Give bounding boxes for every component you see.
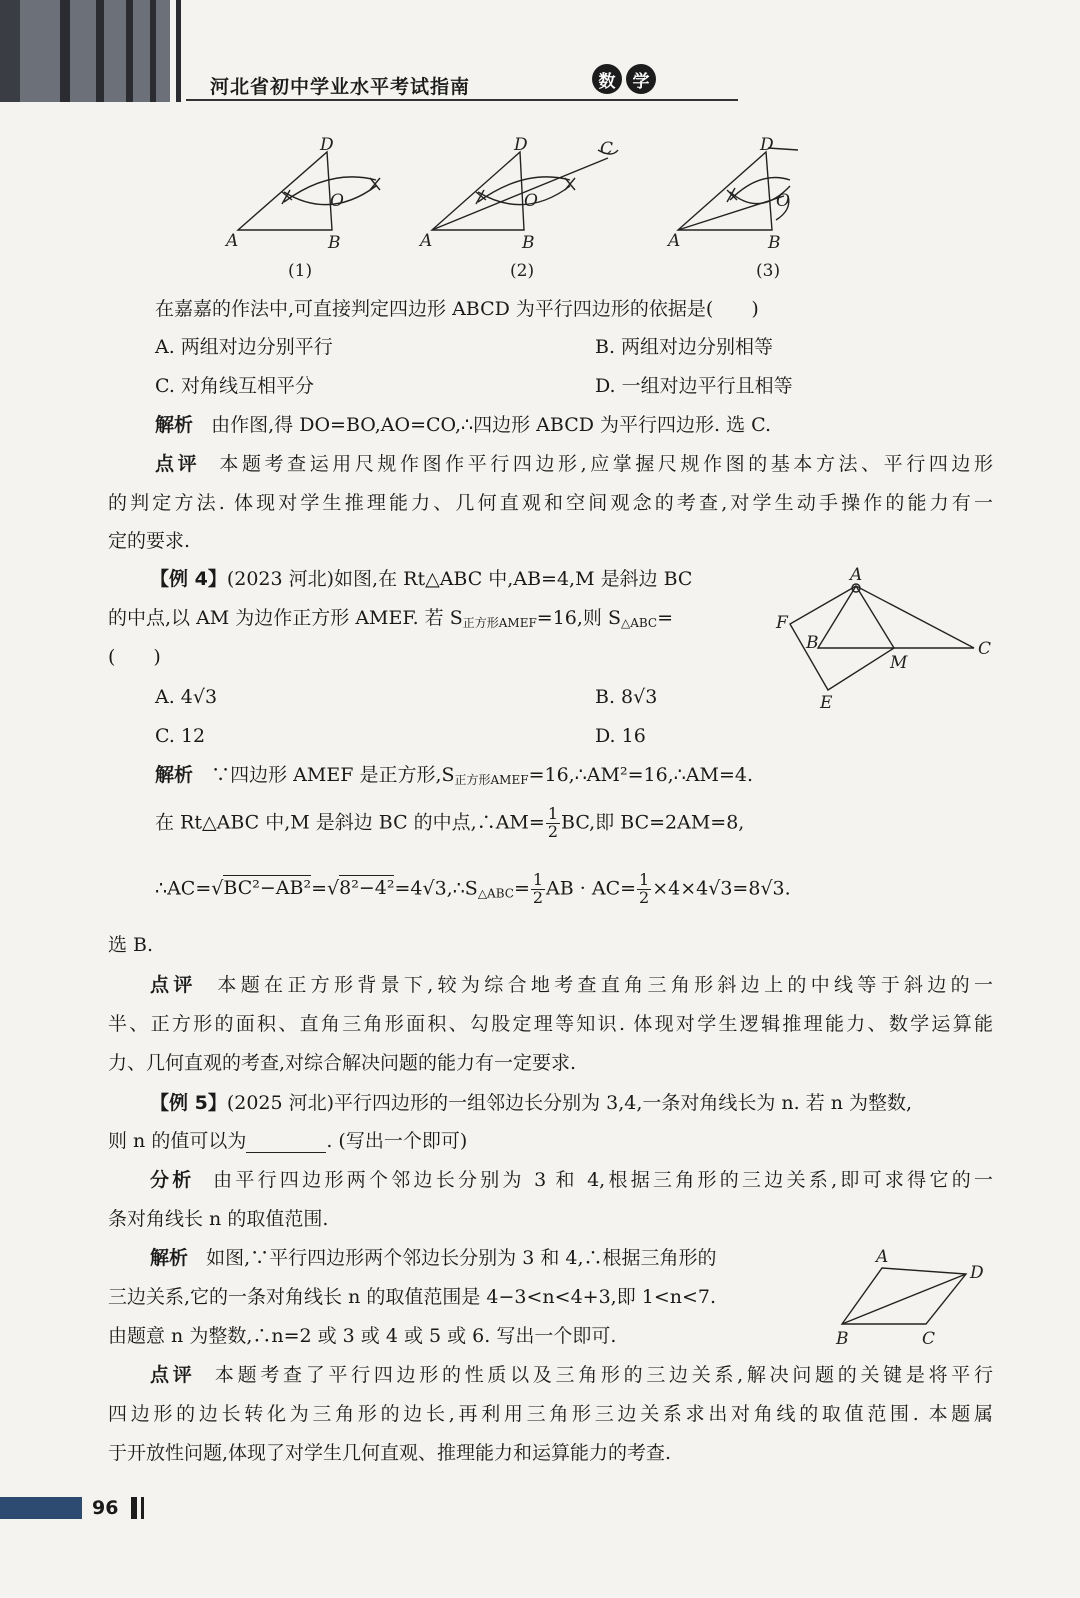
answer-paren: ( ) bbox=[108, 646, 161, 668]
option-c: C. 对角线互相平分 bbox=[155, 375, 314, 397]
comment-label: 点评 bbox=[155, 453, 201, 475]
fraction-denominator: 2 bbox=[639, 887, 650, 907]
example-5-text: . (写出一个即可) bbox=[326, 1130, 468, 1152]
subscript: 正方形AMEF bbox=[454, 773, 529, 787]
point-label: B bbox=[768, 233, 781, 253]
point-label: C bbox=[978, 639, 992, 659]
comment-label: 点评 bbox=[150, 974, 197, 996]
solution-text: ∵四边形 AMEF 是正方形,S bbox=[211, 764, 455, 786]
comment-text: 定的要求. bbox=[108, 530, 191, 552]
point-label: A bbox=[850, 565, 863, 585]
solution-text: = bbox=[513, 877, 530, 900]
fraction-numerator: 1 bbox=[547, 804, 558, 823]
point-label: O bbox=[524, 191, 538, 211]
question-text: 在嘉嘉的作法中,可直接判定四边形 ABCD 为平行四边形的依据是( ) bbox=[155, 298, 759, 320]
solution-line bbox=[155, 414, 771, 437]
subject-char: 学 bbox=[626, 64, 656, 94]
solution-text: ×4×4√3=8√3. bbox=[652, 877, 791, 900]
fraction-denominator: 2 bbox=[547, 821, 558, 841]
solution-text: 如图,∵平行四边形两个邻边长分别为 3 和 4,∴根据三角形的 bbox=[206, 1247, 717, 1269]
point-label: B bbox=[328, 233, 341, 253]
subject-badge bbox=[592, 64, 656, 94]
subject-char: 数 bbox=[592, 64, 622, 94]
analysis-label: 分析 bbox=[150, 1169, 195, 1191]
example-5-line bbox=[108, 1130, 467, 1153]
figure-caption: (1) bbox=[288, 261, 313, 281]
figure-parallelogram bbox=[826, 1246, 996, 1350]
point-label: F bbox=[776, 613, 788, 633]
example-4-line bbox=[108, 607, 673, 630]
option-b: B. 8√3 bbox=[595, 686, 658, 708]
option-d: D. 一组对边平行且相等 bbox=[595, 375, 793, 397]
header-rule bbox=[186, 99, 738, 101]
fraction bbox=[531, 872, 545, 907]
solution-line bbox=[155, 872, 791, 907]
subscript: △ABC bbox=[621, 616, 658, 630]
point-label: M bbox=[890, 653, 908, 673]
point-label: D bbox=[970, 1263, 984, 1283]
example-5-line bbox=[150, 1092, 912, 1115]
comment-line bbox=[150, 1364, 993, 1387]
example-4-text: = bbox=[657, 607, 674, 629]
option-c: C. 12 bbox=[155, 725, 206, 747]
example-5-text: 则 n 的值可以为 bbox=[108, 1130, 247, 1152]
radicand: 8²−4² bbox=[339, 877, 395, 900]
example-4-line bbox=[150, 568, 692, 591]
point-label: B bbox=[836, 1329, 849, 1349]
answer-blank[interactable] bbox=[246, 1134, 326, 1153]
subscript: 正方形AMEF bbox=[462, 616, 537, 630]
solution-text: =4√3,∴S bbox=[394, 877, 478, 900]
solution-line bbox=[155, 764, 753, 787]
figure-3 bbox=[678, 148, 798, 230]
point-label: O bbox=[330, 191, 344, 211]
figure-square-triangle bbox=[770, 564, 1000, 714]
comment-text: 四边形的边长转化为三角形的边长,再利用三角形三边关系求出对角线的取值范围. 本题属 bbox=[108, 1403, 993, 1425]
option-b: B. 两组对边分别相等 bbox=[595, 336, 774, 358]
comment-text: 本题在正方形背景下,较为综合地考查直角三角形斜边上的中线等于斜边的一 bbox=[217, 974, 993, 996]
example-5-tag: 【例 5】 bbox=[150, 1092, 227, 1114]
comment-line bbox=[155, 453, 993, 476]
solution-line bbox=[150, 1247, 717, 1270]
example-4-text: 的中点,以 AM 为边作正方形 AMEF. 若 S bbox=[108, 607, 463, 629]
analysis-line bbox=[150, 1169, 993, 1192]
point-label: A bbox=[226, 231, 239, 251]
solution-text: ∴AC=√ bbox=[155, 877, 224, 900]
point-label: O bbox=[776, 191, 790, 211]
point-label: A bbox=[668, 231, 681, 251]
solution-text: 在 Rt△ABC 中,M 是斜边 BC 的中点,∴AM= bbox=[155, 811, 545, 834]
comment-text: 半、正方形的面积、直角三角形面积、勾股定理等知识. 体现对学生逻辑推理能力、数学运算能 bbox=[108, 1013, 993, 1035]
solution-label: 解析 bbox=[150, 1247, 189, 1269]
figure-caption: (3) bbox=[756, 261, 781, 281]
header-stripes bbox=[0, 0, 200, 102]
point-label: B bbox=[522, 233, 535, 253]
solution-line bbox=[155, 806, 744, 841]
solution-text: =16,∴AM²=16,∴AM=4. bbox=[528, 764, 754, 786]
solution-text: 三边关系,它的一条对角线长 n 的取值范围是 4−3<n<4+3,即 1<n<7. bbox=[108, 1286, 717, 1308]
page-number-bars bbox=[131, 1497, 147, 1519]
solution-text: 由作图,得 DO=BO,AO=CO,∴四边形 ABCD 为平行四边形. 选 C. bbox=[211, 414, 772, 436]
solution-text: =√ bbox=[311, 877, 340, 900]
solution-text: AB · AC= bbox=[546, 877, 637, 900]
header-title: 河北省初中学业水平考试指南 bbox=[210, 76, 471, 98]
fraction-denominator: 2 bbox=[532, 887, 544, 907]
example-4-text: =16,则 S bbox=[536, 607, 621, 629]
fraction bbox=[546, 806, 560, 841]
point-label: A bbox=[876, 1247, 889, 1267]
comment-text: 本题考查了平行四边形的性质以及三角形的三边关系,解决问题的关键是将平行 bbox=[214, 1364, 993, 1386]
point-label: C bbox=[600, 139, 614, 159]
subscript: △ABC bbox=[477, 886, 514, 901]
point-label: B bbox=[806, 633, 819, 653]
example-4-tag: 【例 4】 bbox=[150, 568, 227, 590]
point-label: D bbox=[760, 135, 774, 155]
option-a: A. 两组对边分别平行 bbox=[155, 336, 333, 358]
point-label: E bbox=[820, 693, 833, 713]
page-number: 96 bbox=[92, 1497, 119, 1519]
comment-text: 的判定方法. 体现对学生推理能力、几何直观和空间观念的考查,对学生动手操作的能力有一 bbox=[108, 492, 993, 514]
example-5-text: (2025 河北)平行四边形的一组邻边长分别为 3,4,一条对角线长为 n. 若 n 为整数, bbox=[226, 1092, 913, 1114]
point-label: D bbox=[514, 135, 528, 155]
solution-label: 解析 bbox=[155, 764, 194, 786]
option-a: A. 4√3 bbox=[155, 686, 218, 708]
comment-line bbox=[150, 974, 993, 997]
figure-1 bbox=[238, 152, 380, 230]
comment-text: 力、几何直观的考查,对综合解决问题的能力有一定要求. bbox=[108, 1052, 577, 1074]
comment-text: 于开放性问题,体现了对学生几何直观、推理能力和运算能力的考查. bbox=[108, 1442, 672, 1464]
point-label: C bbox=[922, 1329, 936, 1349]
choose-answer: 选 B. bbox=[108, 934, 154, 956]
comment-text: 本题考查运用尺规作图作平行四边形,应掌握尺规作图的基本方法、平行四边形 bbox=[219, 453, 993, 475]
comment-label: 点评 bbox=[150, 1364, 196, 1386]
example-4-text: (2023 河北)如图,在 Rt△ABC 中,AB=4,M 是斜边 BC bbox=[226, 568, 693, 590]
figure-caption: (2) bbox=[510, 261, 535, 281]
point-label: D bbox=[320, 135, 334, 155]
footer-bar bbox=[0, 1497, 82, 1519]
fraction bbox=[637, 872, 651, 907]
analysis-text: 由平行四边形两个邻边长分别为 3 和 4,根据三角形的三边关系,即可求得它的一 bbox=[213, 1169, 993, 1191]
solution-text: BC,即 BC=2AM=8, bbox=[561, 811, 745, 834]
fraction-numerator: 1 bbox=[532, 870, 544, 889]
figure-2 bbox=[432, 150, 618, 230]
radicand: BC²−AB² bbox=[223, 877, 312, 900]
analysis-text: 条对角线长 n 的取值范围. bbox=[108, 1208, 329, 1230]
construction-figures bbox=[220, 130, 820, 290]
point-label: A bbox=[420, 231, 433, 251]
option-d: D. 16 bbox=[595, 725, 646, 747]
solution-text: 由题意 n 为整数,∴n=2 或 3 或 4 或 5 或 6. 写出一个即可. bbox=[108, 1325, 617, 1347]
solution-label: 解析 bbox=[155, 414, 194, 436]
fraction-numerator: 1 bbox=[639, 870, 650, 889]
